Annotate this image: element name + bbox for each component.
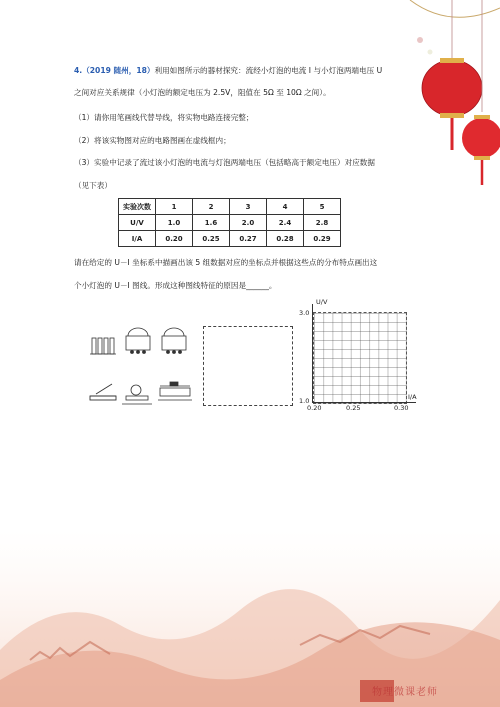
table-cell: 0.27 bbox=[230, 231, 267, 247]
instruction-line1: 请在给定的 U－I 坐标系中描画出该 5 组数据对应的坐标点并根据这些点的分布特点画出这 bbox=[74, 258, 378, 267]
x-tick-left: 0.20 bbox=[307, 404, 322, 412]
question-part1: （1）请你用笔画线代替导线，将实物电路连接完整； bbox=[74, 113, 254, 122]
table-cell: 0.28 bbox=[267, 231, 304, 247]
circuit-diagram-box bbox=[203, 326, 293, 406]
table-header-cell: 2 bbox=[193, 199, 230, 215]
table-row bbox=[119, 215, 341, 231]
x-tick-right: 0.30 bbox=[394, 404, 409, 412]
y-axis-label: U/V bbox=[316, 298, 328, 306]
apparatus-figure bbox=[86, 324, 198, 410]
table-header-cell: 3 bbox=[230, 199, 267, 215]
question-part2: （2）将该实物图对应的电路图画在虚线框内； bbox=[74, 136, 231, 145]
table-cell: 1.0 bbox=[156, 215, 193, 231]
instruction-line2: 个小灯泡的 U－I 图线。形成这种图线特征的原因是______。 bbox=[74, 281, 277, 290]
x-axis-label: I/A bbox=[408, 393, 417, 401]
table-cell: 2.8 bbox=[304, 215, 341, 231]
table-cell: 2.0 bbox=[230, 215, 267, 231]
watermark-text: 物理微课老师 bbox=[372, 687, 438, 698]
question-part3: （3）实验中记录了流过该小灯泡的电流与灯泡两端电压（包括略高于额定电压）对应数据 bbox=[74, 158, 375, 167]
x-axis bbox=[312, 402, 416, 403]
table-row bbox=[119, 231, 341, 247]
question-number: 4. bbox=[74, 66, 83, 75]
table-header-cell: 1 bbox=[156, 199, 193, 215]
table-cell: 2.4 bbox=[267, 215, 304, 231]
question-line1: 利用如图所示的器材探究：流经小灯泡的电流 I 与小灯泡两端电压 U bbox=[154, 66, 383, 75]
table-header-cell: 实验次数 bbox=[119, 199, 156, 215]
table-header-cell: 4 bbox=[267, 199, 304, 215]
table-cell: 1.6 bbox=[193, 215, 230, 231]
table-cell: 0.20 bbox=[156, 231, 193, 247]
table-cell: I/A bbox=[119, 231, 156, 247]
question-line2: 之间对应关系规律（小灯泡的额定电压为 2.5V，阻值在 5Ω 至 10Ω 之间）。 bbox=[74, 88, 331, 97]
table-header-cell: 5 bbox=[304, 199, 341, 215]
great-wall-decoration bbox=[0, 530, 500, 707]
y-tick-top: 3.0 bbox=[299, 309, 310, 317]
lantern-decoration bbox=[390, 0, 500, 200]
data-table bbox=[118, 198, 341, 247]
ui-graph-grid bbox=[313, 312, 407, 404]
table-cell: 0.29 bbox=[304, 231, 341, 247]
y-tick-bottom: 1.0 bbox=[299, 397, 310, 405]
y-axis bbox=[312, 304, 313, 403]
table-cell: U/V bbox=[119, 215, 156, 231]
question-part3b: （见下表） bbox=[74, 181, 112, 190]
table-header-row bbox=[119, 199, 341, 215]
table-cell: 0.25 bbox=[193, 231, 230, 247]
x-tick-mid: 0.25 bbox=[346, 404, 361, 412]
question-source: （2019 随州，18） bbox=[82, 66, 155, 75]
